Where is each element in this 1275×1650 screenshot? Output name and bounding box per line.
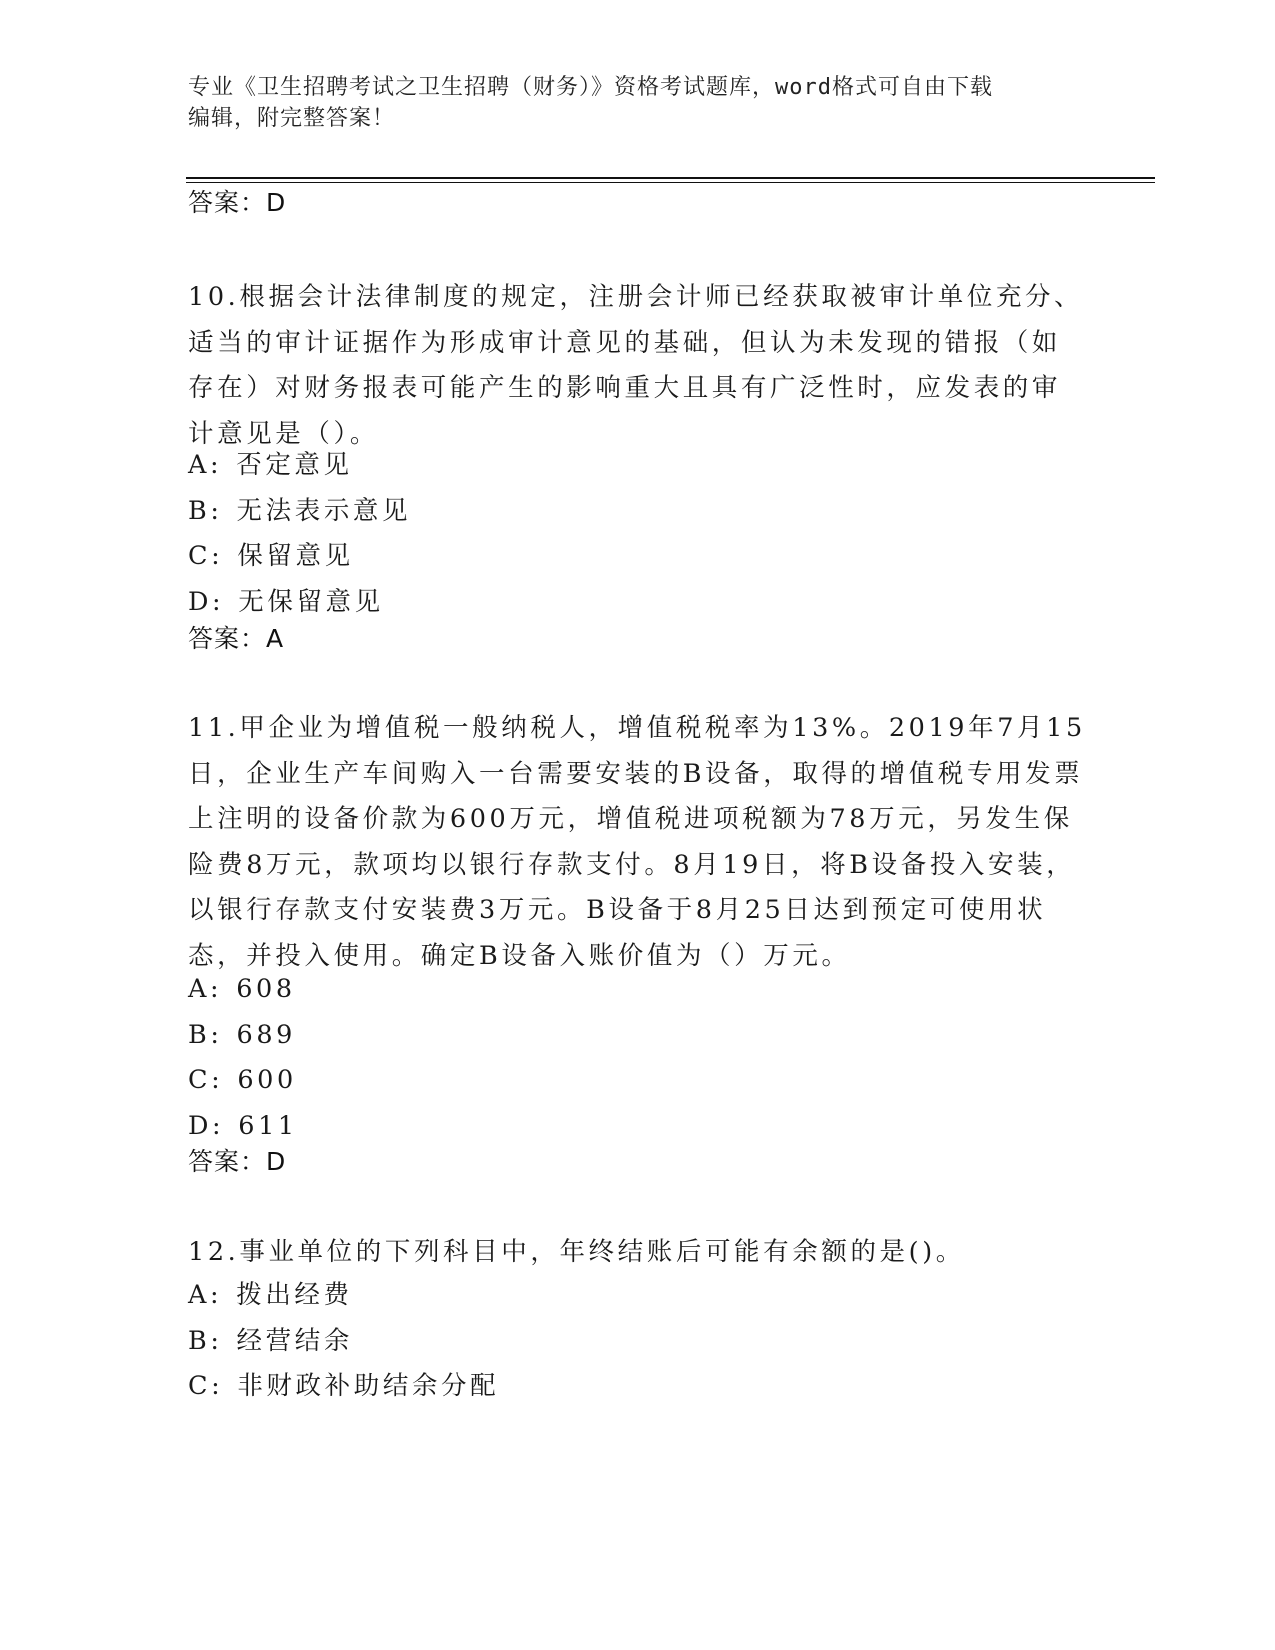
question-12 [188,1230,1088,1276]
question-11-options [188,967,298,1149]
option-d: D: 无保留意见 [188,586,384,617]
answer-text: 答案：D [188,188,287,217]
option-c: C: 非财政补助结余分配 [188,1371,500,1401]
option-b: B: 经营结余 [188,1325,353,1356]
option-b: B: 689 [188,1019,297,1050]
question-10-answer [188,622,284,656]
question-text: 10.根据会计法律制度的规定，注册会计师已经获取被审计单位充分、适当的审计证据作为形成审计意见的基础，但认为未发现的错报（如存在）对财务报表可能产生的影响重大且具有广泛性时，应发表的审计意见是（）。 [188,282,1084,449]
prev-answer-block [188,186,286,220]
option-c: C: 600 [188,1065,297,1095]
answer-text: 答案：A [188,624,285,653]
question-text: 12.事业单位的下列科目中，年终结账后可能有余额的是()。 [188,1237,965,1267]
header-divider-thin [186,182,1155,183]
answer-text: 答案：D [188,1147,287,1176]
question-10-options [188,443,411,625]
question-11-answer [188,1145,286,1179]
option-a: A: 否定意见 [188,450,353,480]
option-a: A: 拨出经费 [188,1280,353,1310]
header-divider-thick [186,177,1155,179]
question-10 [188,275,1088,457]
option-b: B: 无法表示意见 [188,495,412,526]
option-c: C: 保留意见 [188,541,354,571]
option-d: D: 611 [188,1110,298,1141]
document-header [188,72,1068,134]
question-11 [188,706,1088,979]
question-12-options [188,1273,499,1410]
question-text: 11.甲企业为增值税一般纳税人，增值税税率为13%。2019年7月15日，企业生产车间购入一台需要安装的B设备，取得的增值税专用发票上注明的设备价款为600万元，增值税进项税额为78万元，另发生保险费8万元，款项均以银行存款支付。8月19日，将B设备投入安装，以银行存款支付安装费3万元。B设备于8月25日达到预定可使用状态，并投入使用。确定B设备入账价值为（）万元。 [188,713,1086,971]
header-line-1: 专业《卫生招聘考试之卫生招聘（财务）》资格考试题库，word格式可自由下载 [188,75,993,100]
header-line-2: 编辑，附完整答案！ [188,106,396,131]
option-a: A: 608 [188,974,296,1004]
